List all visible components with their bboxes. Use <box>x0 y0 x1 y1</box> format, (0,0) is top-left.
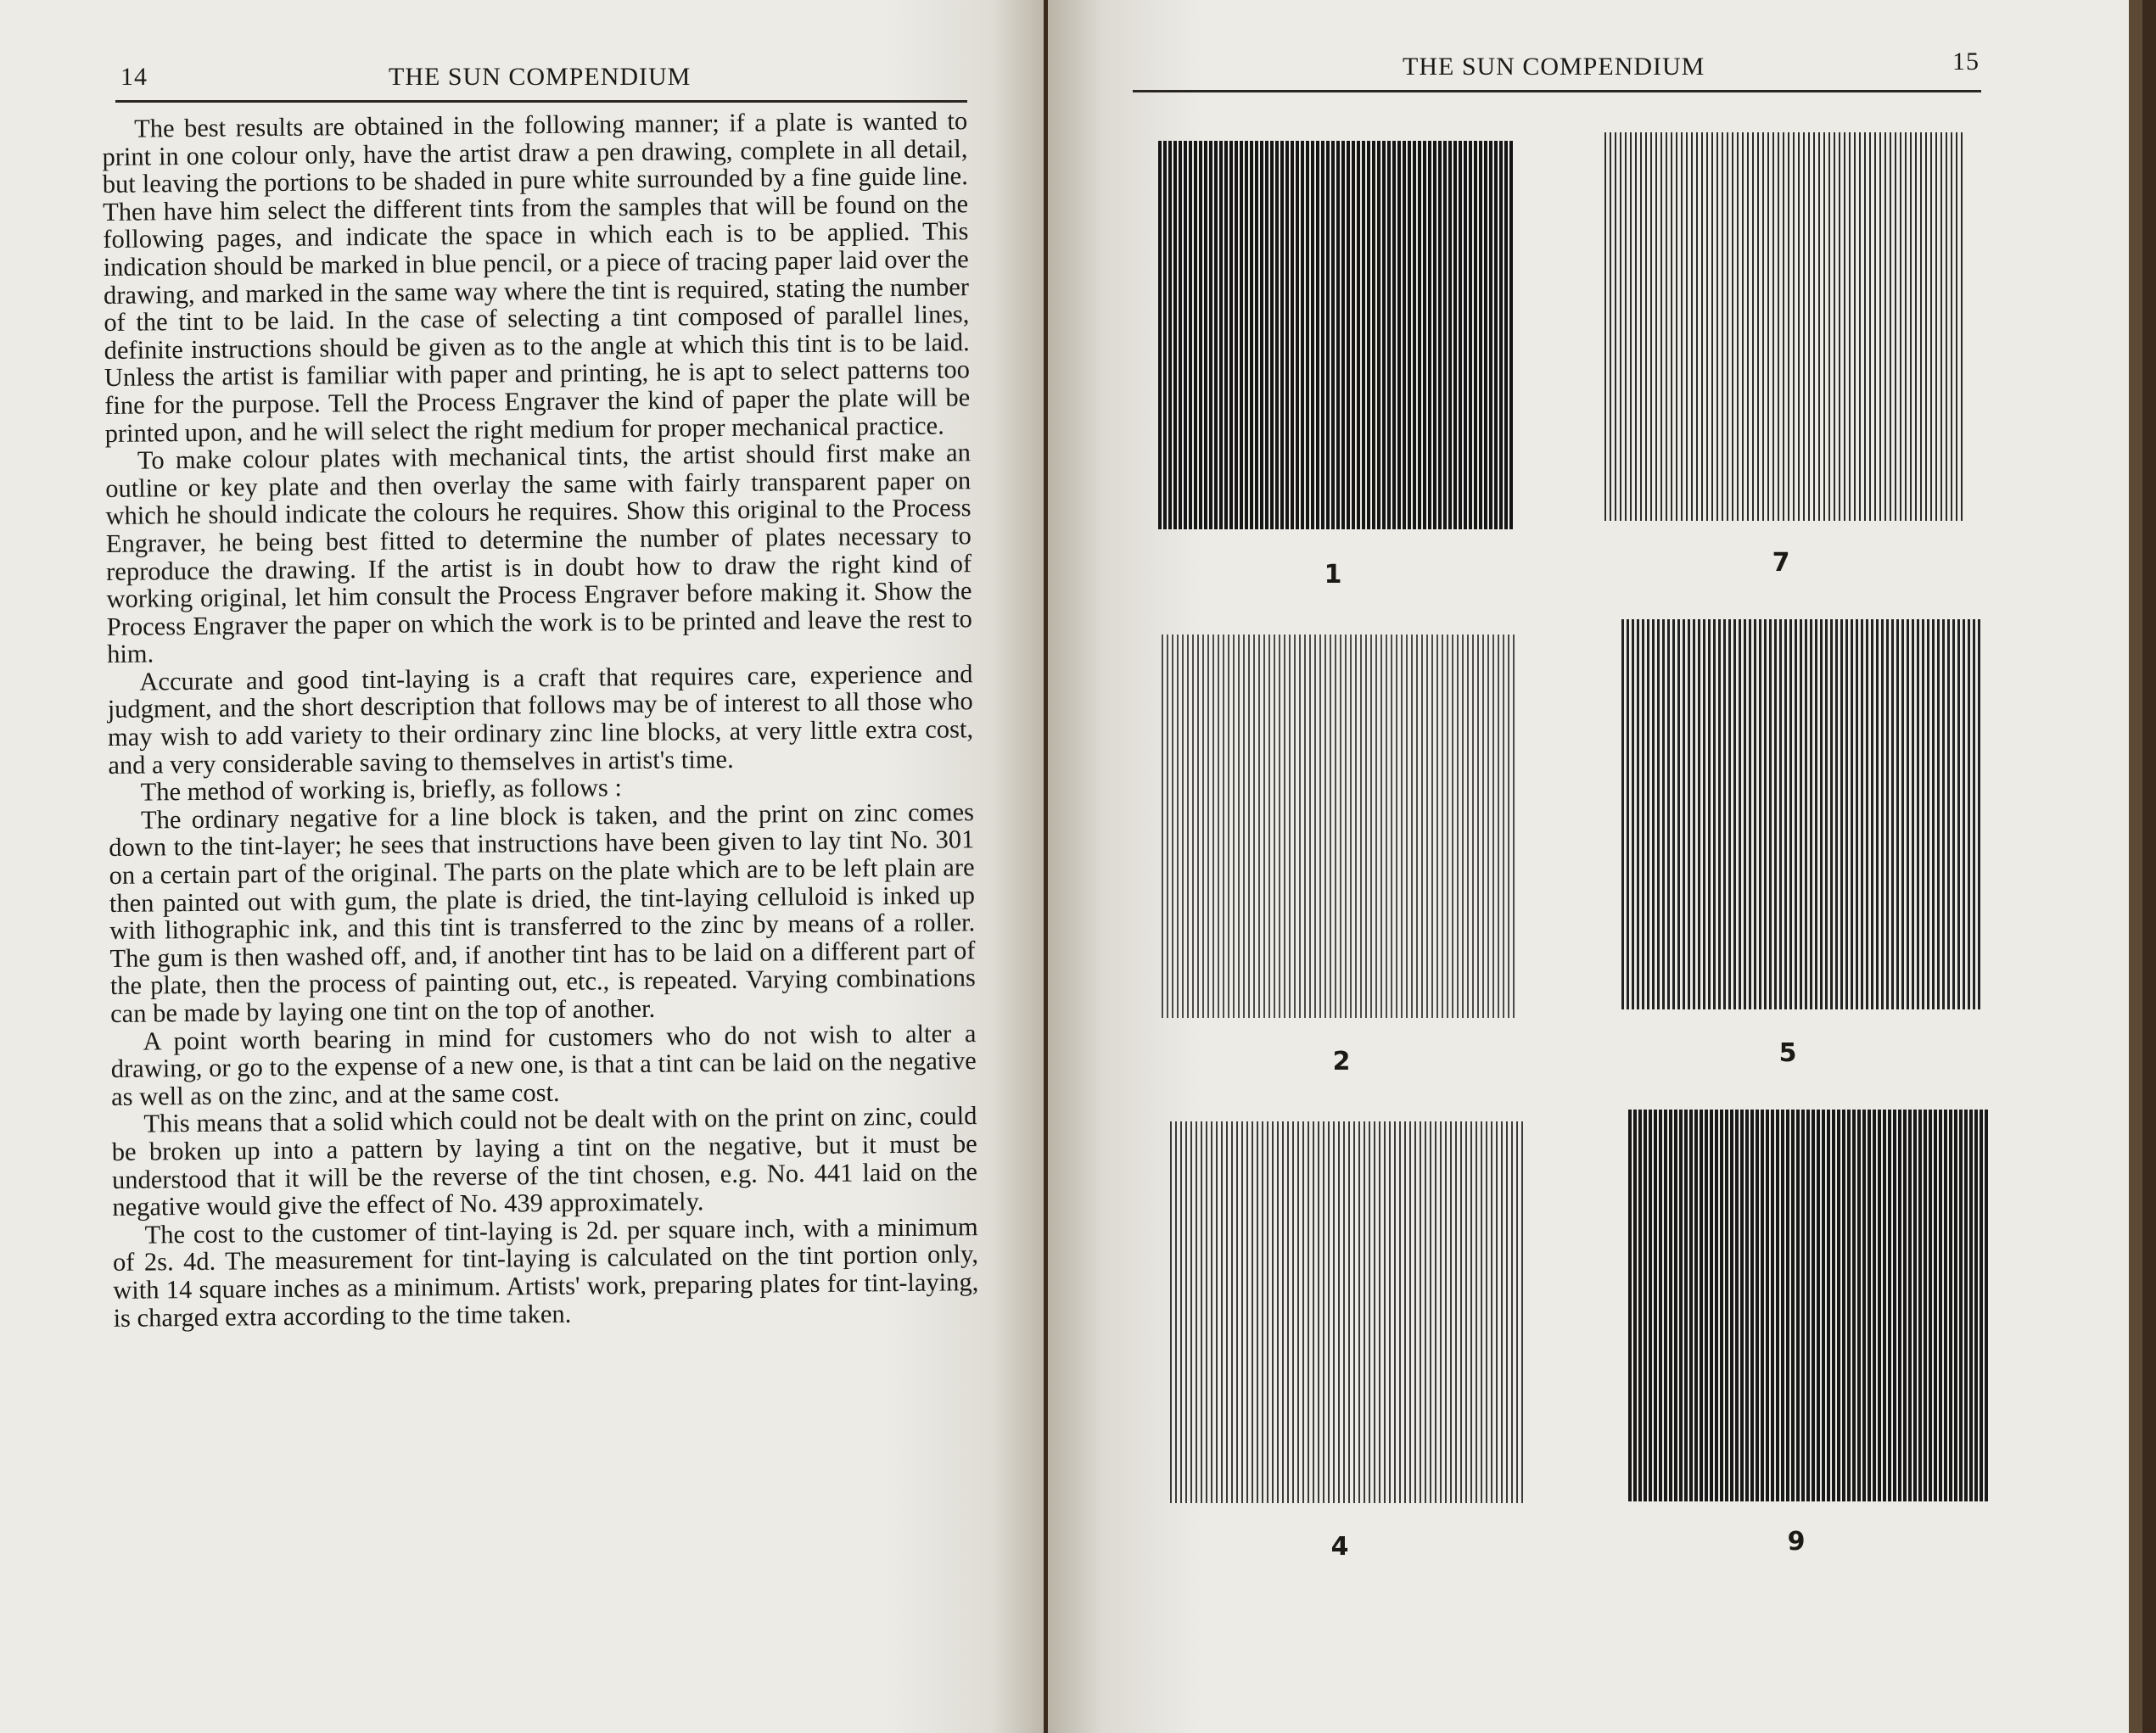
page-number-left: 14 <box>120 63 148 91</box>
paragraph: The cost to the customer of tint-laying is 2d. per square inch, with a minimum of 2s. 4d. The measurement for tint-laying is calculated on the tint portion only, with 14 square inches as a minimum. Artists' work, preparing plates for tint-laying, is charged extra according to the time taken. <box>112 1211 979 1333</box>
paragraph: A point worth bearing in mind for customers who do not wish to alter a drawing, or go to the expense of a new one, is that a tint can be laid on the negative as well as on the zinc, and at the same cost. <box>110 1018 977 1111</box>
paragraph: Accurate and good tint-laying is a craft that requires care, experience and judgment, and the short description that follows may be of interest to all those who may wish to add variety to their ordinary zinc line blocks, at very little extra cost, and a very considerable saving to themselves in artist's time. <box>107 659 974 780</box>
tint-label-2: 2 <box>1332 1047 1351 1076</box>
tint-label-4: 4 <box>1330 1532 1349 1562</box>
tint-sample-7 <box>1604 132 1963 521</box>
tint-label-9: 9 <box>1787 1527 1806 1557</box>
paragraph: This means that a solid which could not be dealt with on the print on zinc, could be broken up into a pattern by laying a tint on the negative, but it must be understood that it will be the reverse of the tint chosen, e.g. No. 441 laid on the negative would give the effect of No. 439 approximately. <box>111 1101 978 1222</box>
page-edge <box>2129 0 2142 1733</box>
tint-label-1: 1 <box>1324 560 1342 590</box>
tint-sample-4 <box>1170 1121 1526 1503</box>
left-page <box>0 0 1044 1733</box>
body-text <box>102 107 979 1332</box>
page-number-right: 15 <box>1952 48 1980 75</box>
right-page <box>1048 0 2142 1733</box>
tint-label-5: 5 <box>1778 1038 1797 1068</box>
running-head-right: THE SUN COMPENDIUM <box>1403 53 1705 81</box>
tint-sample-2 <box>1162 635 1518 1018</box>
tint-sample-9 <box>1628 1110 1988 1501</box>
tint-sample-5 <box>1621 619 1981 1009</box>
paragraph: The ordinary negative for a line block is taken, and the print on zinc comes down to the tint-layer; he sees that instructions have been given to lay tint No. 301 on a certain part of the original. The parts on the plate which are to be left plain are then painted out with gum, the plate is dried, the tint-laying celluloid is inked up with lithographic ink, and this tint is transferred to the zinc by means of a roller. The gum is then washed off, and, if another tint has to be laid on a different part of the plate, then the process of painting out, etc., is repeated. Varying combinations can be made by laying one tint on the top of another. <box>109 797 976 1028</box>
tint-label-7: 7 <box>1772 548 1790 578</box>
running-head-left: THE SUN COMPENDIUM <box>389 63 692 91</box>
paragraph: To make colour plates with mechanical tints, the artist should first make an outline or key plate and then overlay the same with fairly transparent paper on which he should indicate the colours he requires. Show this original to the Process Engraver, he being best fitted to determine the number of plates necessary to reproduce the drawing. If the artist is in doubt how to draw the right kind of working original, let him consult the Process Engraver before making it. Show the Process Engraver the paper on which the work is to be printed and leave the rest to him. <box>105 438 972 669</box>
paragraph: The best results are obtained in the following manner; if a plate is wanted to print in one colour only, have the artist draw a pen drawing, complete in all detail, but leaving the portions to be shaded in pure white surrounded by a fine guide line. Then have him select the different tints from the samples that will be found on the following pages, and indicate the space in which each is to be applied. This indication should be marked in blue pencil, or a piece of tracing paper laid over the drawing, and marked in the same way where the tint is required, stating the number of the tint to be laid. In the case of selecting a tint composed of parallel lines, definite instructions should be given as to the angle at which this tint is to be laid. Unless the artist is familiar with paper and printing, he is apt to select patterns too fine for the purpose. Tell the Process Engraver the kind of paper the plate will be printed upon, and he will select the right medium for proper mechanical practice. <box>102 106 971 448</box>
header-rule-left <box>115 100 967 103</box>
paragraph: The method of working is, briefly, as follows : <box>140 773 623 807</box>
tint-sample-1 <box>1158 141 1515 529</box>
header-rule-right <box>1133 90 1981 92</box>
